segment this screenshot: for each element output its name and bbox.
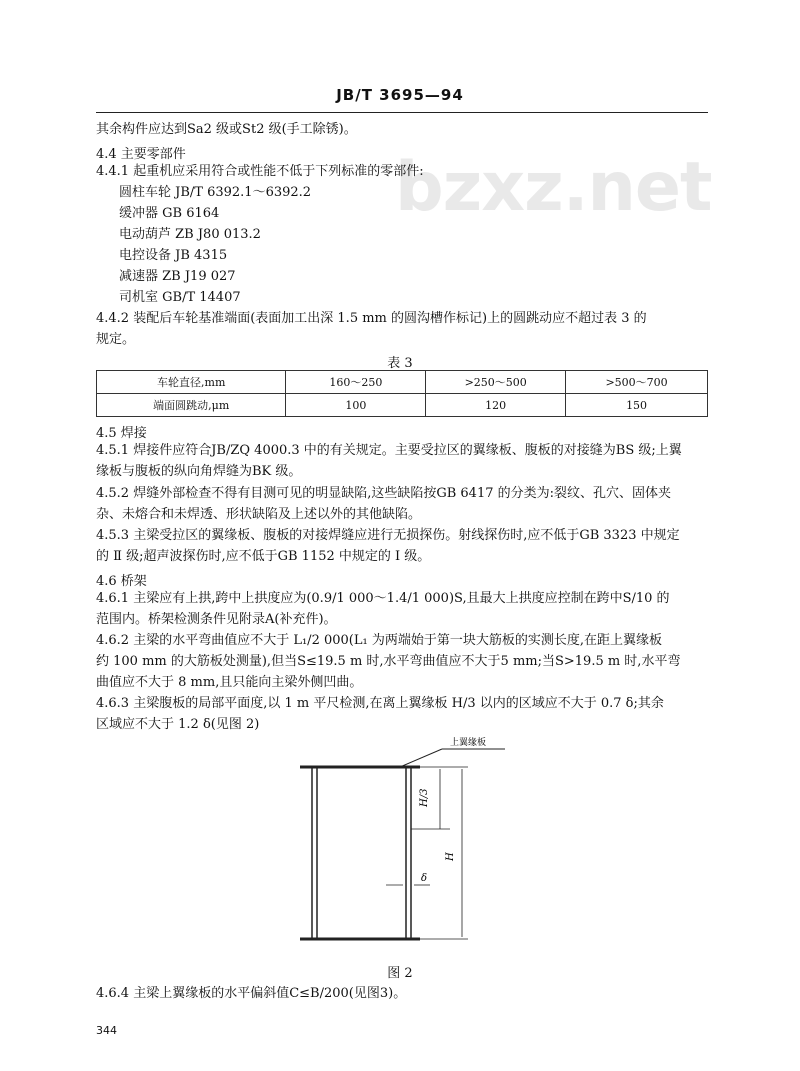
label-top-flange: 上翼缘板	[450, 738, 487, 748]
parts-item: 司机室 GB/T 14407	[119, 290, 241, 305]
clause-4-6-2-cont: 曲值应不大于 8 mm,且只能向主梁外侧凹曲。	[96, 675, 363, 690]
parts-item: 缓冲器 GB 6164	[119, 206, 220, 221]
section-heading-4-6: 4.6 桥架	[96, 574, 147, 589]
table-cell: 150	[566, 394, 708, 417]
document-header: JB/T 3695—94	[336, 86, 464, 104]
page-number: 344	[96, 1024, 117, 1037]
table-cell: >250～500	[426, 371, 566, 394]
label-h: H	[445, 852, 456, 861]
table-caption: 表 3	[387, 356, 413, 371]
parts-item: 减速器 ZB J19 027	[119, 269, 236, 284]
section-heading-4-5: 4.5 焊接	[96, 426, 147, 441]
table-cell: 100	[286, 394, 426, 417]
clause-4-6-4: 4.6.4 主梁上翼缘板的水平偏斜值C≤B/200(见图3)。	[96, 986, 407, 1001]
clause-4-6-2: 4.6.2 主梁的水平弯曲值应不大于 L₁/2 000(L₁ 为两端始于第一块大筋板的实测长度,在距上翼缘板	[96, 633, 662, 648]
table-row	[97, 371, 708, 394]
label-h3: H/3	[419, 788, 430, 807]
clause-4-4-1: 4.4.1 起重机应采用符合或性能不低于下列标准的零部件:	[96, 164, 424, 179]
table-cell: 端面圆跳动,μm	[97, 394, 286, 417]
leader-line	[400, 749, 442, 767]
table-3	[96, 370, 708, 417]
parts-item: 电动葫芦 ZB J80 013.2	[119, 227, 261, 242]
clause-4-4-2: 4.4.2 装配后车轮基准端面(表面加工出深 1.5 mm 的圆沟槽作标记)上的圆跳动应不超过表 3 的	[96, 311, 647, 326]
table-cell: 车轮直径,mm	[97, 371, 286, 394]
clause-4-6-2-cont: 约 100 mm 的大筋板处测量),但当S≤19.5 m 时,水平弯曲值应不大于5 mm;当S>19.5 m 时,水平弯	[96, 654, 681, 669]
clause-4-5-3-cont: 的 Ⅱ 级;超声波探伤时,应不低于GB 1152 中规定的 Ⅰ 级。	[96, 549, 431, 564]
section-heading-4-4: 4.4 主要零部件	[96, 147, 186, 162]
table-cell: >500～700	[566, 371, 708, 394]
table-cell: 160～250	[286, 371, 426, 394]
clause-4-4-2-cont: 规定。	[96, 332, 136, 347]
clause-4-6-3-cont: 区域应不大于 1.2 δ(见图 2)	[96, 717, 260, 732]
header-rule	[96, 112, 708, 113]
paragraph-line: 其余构件应达到Sa2 级或St2 级(手工除锈)。	[96, 122, 357, 137]
clause-4-6-1: 4.6.1 主梁应有上拱,跨中上拱度应为(0.9/1 000～1.4/1 000)S,且最大上拱度应控制在跨中S/10 的	[96, 591, 670, 606]
clause-4-6-1-cont: 范围内。桥架检测条件见附录A(补充件)。	[96, 612, 337, 627]
clause-4-5-2: 4.5.2 焊缝外部检查不得有目测可见的明显缺陷,这些缺陷按GB 6417 的分类为:裂纹、孔穴、固体夹	[96, 486, 672, 501]
label-delta: δ	[421, 873, 428, 884]
clause-4-5-3: 4.5.3 主梁受拉区的翼缘板、腹板的对接焊缝应进行无损探伤。射线探伤时,应不低于GB 3323 中规定	[96, 528, 680, 543]
figure-caption: 图 2	[387, 966, 413, 981]
parts-item: 电控设备 JB 4315	[119, 248, 228, 263]
clause-4-5-1-cont: 缘板与腹板的纵向角焊缝为BK 级。	[96, 464, 302, 479]
table-row	[97, 394, 708, 417]
parts-item: 圆柱车轮 JB/T 6392.1～6392.2	[119, 185, 312, 200]
figure-2-diagram	[290, 735, 540, 955]
watermark: bzxz.net	[395, 148, 712, 227]
clause-4-6-3: 4.6.3 主梁腹板的局部平面度,以 1 m 平尺检测,在离上翼缘板 H/3 以内的区域应不大于 0.7 δ;其余	[96, 696, 664, 711]
table-cell: 120	[426, 394, 566, 417]
clause-4-5-1: 4.5.1 焊接件应符合JB/ZQ 4000.3 中的有关规定。主要受拉区的翼缘板、腹板的对接缝为BS 级;上翼	[96, 443, 682, 458]
clause-4-5-2-cont: 杂、未熔合和未焊透、形状缺陷及上述以外的其他缺陷。	[96, 507, 422, 522]
